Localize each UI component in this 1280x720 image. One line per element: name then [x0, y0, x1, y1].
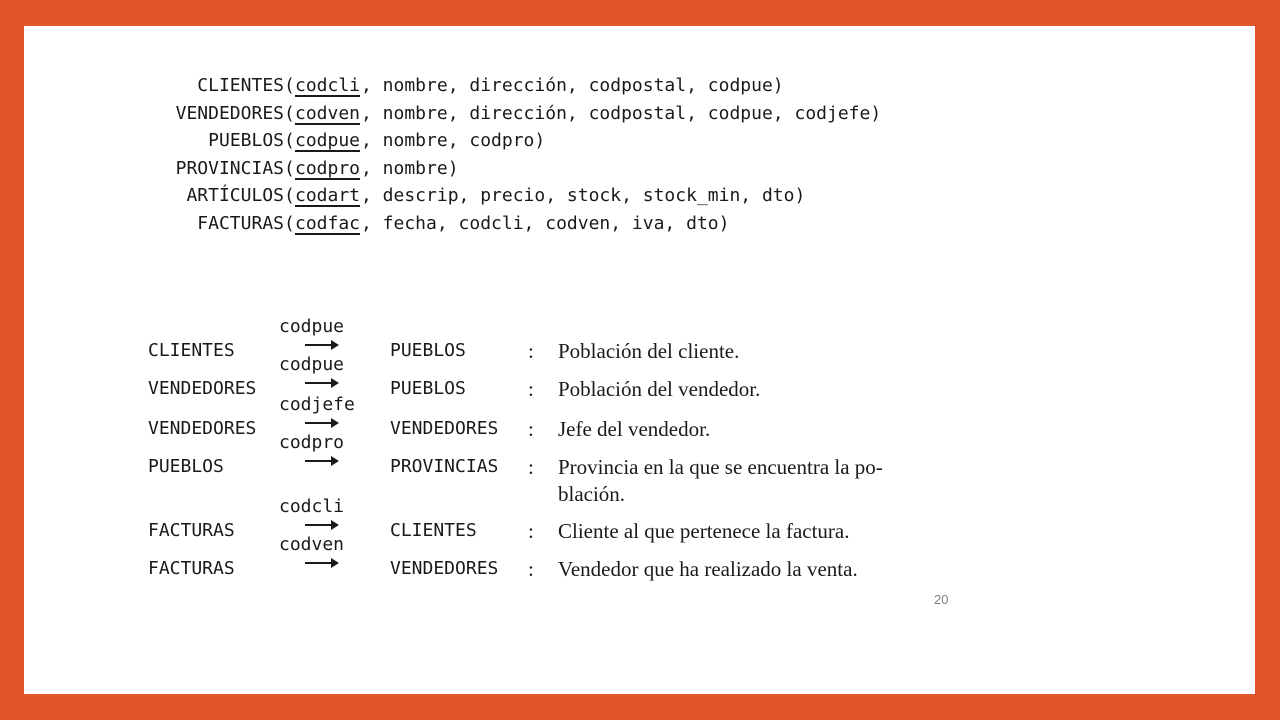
fk-arrow	[279, 394, 369, 430]
fk-description: Cliente al que pertenece la factura.	[558, 519, 850, 543]
fk-from-table: FACTURAS	[148, 558, 235, 579]
schema-attributes: , nombre, codpro)	[361, 130, 546, 151]
schema-open-paren: (	[284, 212, 295, 234]
fk-to-table: VENDEDORES	[390, 558, 499, 579]
fk-from-table: FACTURAS	[148, 520, 235, 541]
schema-attributes: , fecha, codcli, codven, iva, dto)	[361, 212, 730, 234]
fk-colon: :	[528, 519, 534, 543]
fk-arrow	[279, 354, 369, 390]
schema-row	[24, 210, 1224, 238]
fk-to-table: PUEBLOS	[390, 378, 466, 399]
fk-attribute: codven	[279, 534, 345, 555]
fk-description: Provincia en la que se encuentra la po- blación.	[558, 455, 883, 506]
schema-primary-key: codven	[295, 102, 361, 124]
fk-from-table: PUEBLOS	[148, 456, 224, 477]
fk-colon: :	[528, 339, 534, 363]
fk-from-table: VENDEDORES	[148, 378, 257, 399]
fk-attribute: codpro	[279, 432, 345, 453]
schema-open-paren: (	[284, 130, 295, 151]
fk-description: Población del cliente.	[558, 339, 740, 363]
schema-table-name: CLIENTES	[197, 75, 284, 96]
schema-table-name: PROVINCIAS	[175, 157, 284, 179]
schema-primary-key: codpue	[295, 130, 361, 151]
fk-from-table: CLIENTES	[148, 340, 235, 361]
fk-arrow	[279, 432, 369, 468]
right-arrow-icon	[305, 338, 339, 352]
schema-row	[24, 72, 1224, 100]
slide	[24, 26, 1255, 694]
schema-table-name: ARTÍCULOS	[186, 185, 284, 206]
schema-primary-key: codpro	[295, 157, 361, 179]
fk-to-table: VENDEDORES	[390, 418, 499, 439]
right-arrow-icon	[305, 556, 339, 570]
fk-colon: :	[528, 417, 534, 441]
fk-colon: :	[528, 377, 534, 401]
fk-to-table: CLIENTES	[390, 520, 477, 541]
page-number: 20	[934, 592, 949, 607]
schema-attributes: , nombre, dirección, codpostal, codpue, codjefe)	[361, 102, 882, 124]
fk-to-table: PROVINCIAS	[390, 456, 499, 477]
schema-open-paren: (	[284, 157, 295, 179]
fk-arrow	[279, 534, 369, 570]
schema-open-paren: (	[284, 102, 295, 124]
fk-to-table: PUEBLOS	[390, 340, 466, 361]
right-arrow-icon	[305, 376, 339, 390]
fk-description: Población del vendedor.	[558, 377, 761, 401]
schema-primary-key: codcli	[295, 75, 361, 96]
schema-attributes: , descrip, precio, stock, stock_min, dto)	[361, 185, 806, 206]
schema-attributes: , nombre, dirección, codpostal, codpue)	[361, 75, 784, 96]
fk-arrow	[279, 496, 369, 532]
schema-row	[24, 100, 1224, 128]
fk-attribute: codcli	[279, 496, 345, 517]
schema-row	[24, 127, 1224, 155]
schema-open-paren: (	[284, 185, 295, 206]
fk-attribute: codjefe	[279, 394, 355, 415]
schema-attributes: , nombre)	[361, 157, 459, 179]
fk-attribute: codpue	[279, 354, 345, 375]
schema-open-paren: (	[284, 75, 295, 96]
fk-colon: :	[528, 557, 534, 581]
fk-arrow	[279, 316, 369, 352]
schema-table-name: PUEBLOS	[208, 130, 284, 151]
fk-colon: :	[528, 455, 534, 479]
fk-attribute: codpue	[279, 316, 345, 337]
right-arrow-icon	[305, 416, 339, 430]
schema-primary-key: codfac	[295, 212, 361, 234]
right-arrow-icon	[305, 454, 339, 468]
right-arrow-icon	[305, 518, 339, 532]
fk-description: Vendedor que ha realizado la venta.	[558, 557, 858, 581]
schema-table-name: VENDEDORES	[175, 102, 284, 124]
schema-primary-key: codart	[295, 185, 361, 206]
schema-table-name: FACTURAS	[197, 212, 284, 234]
fk-from-table: VENDEDORES	[148, 418, 257, 439]
schema-row	[24, 155, 1224, 183]
fk-description: Jefe del vendedor.	[558, 417, 711, 441]
schema-row	[24, 182, 1224, 210]
